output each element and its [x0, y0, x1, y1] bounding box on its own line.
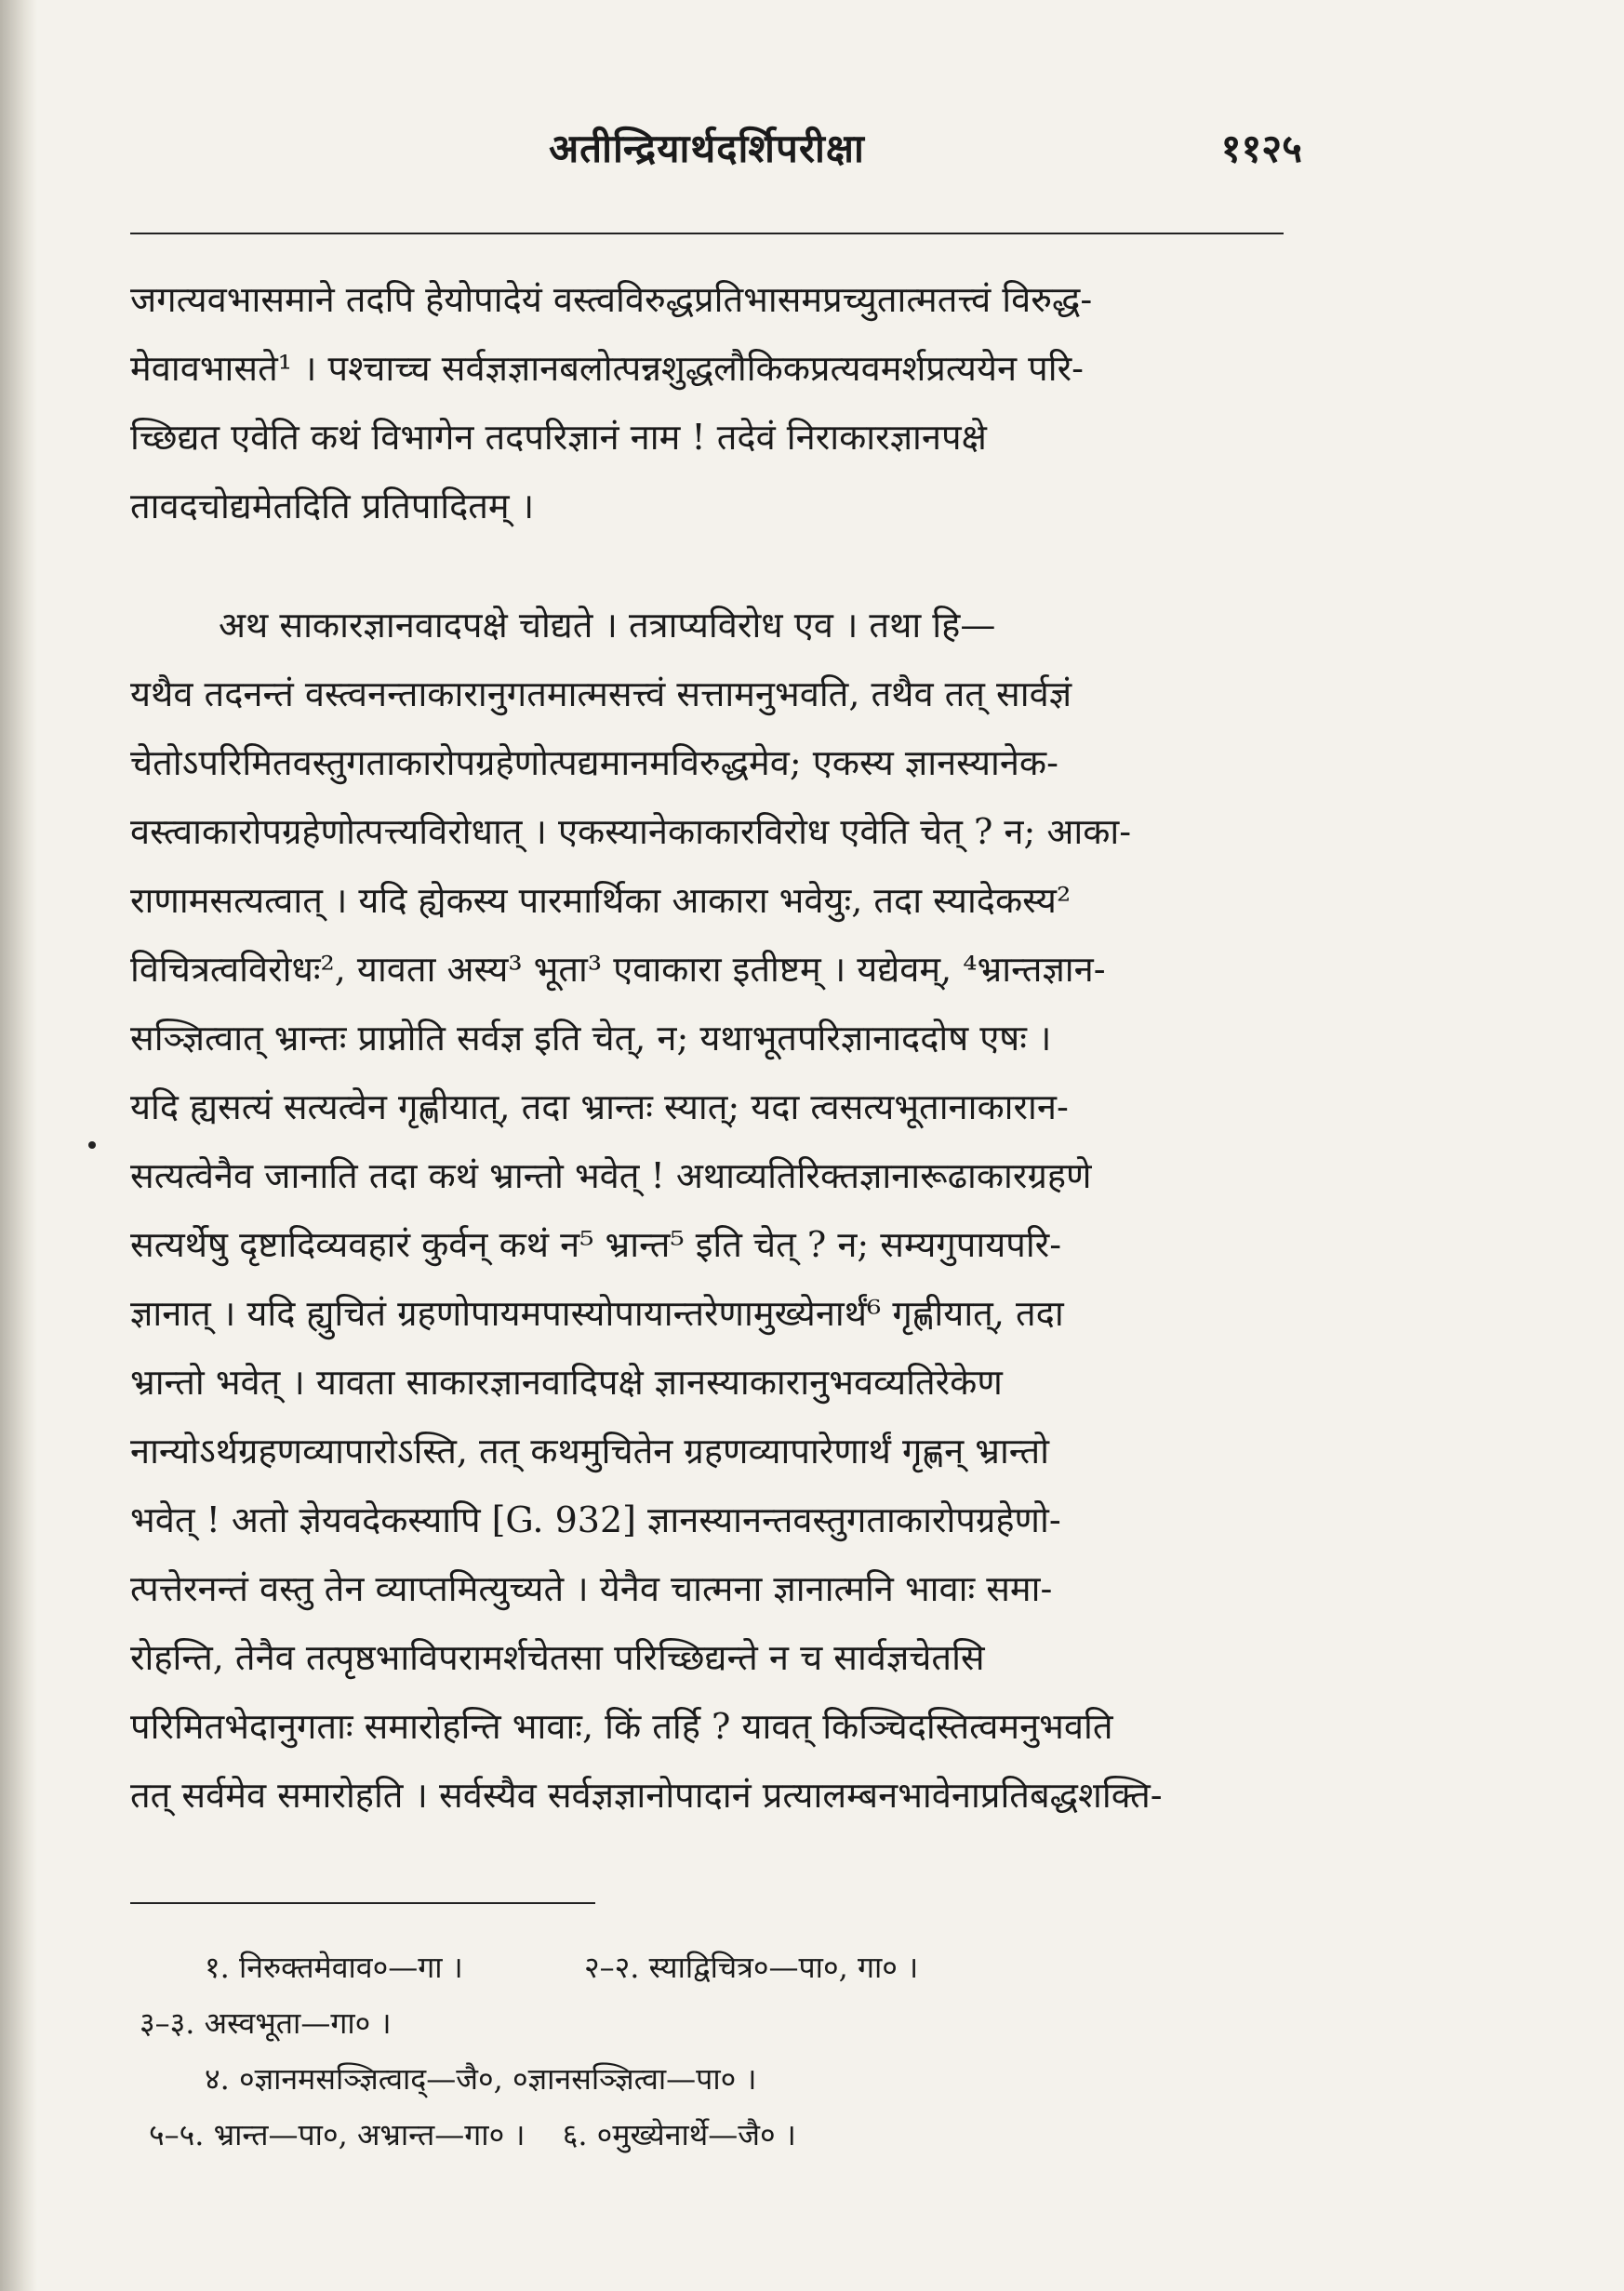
- header-rule: [130, 233, 1284, 234]
- text-line: तत् सर्वमेव समारोहति । सर्वस्यैव सर्वज्ञज्ञानोपादानं प्रत्यालम्बनभावेनाप्रतिबद्धशक्ति-: [130, 1775, 1163, 1816]
- text-line: ज्ञानात् । यदि ह्युचितं ग्रहणोपायमपास्योपायान्तरेणामुख्येनार्थं⁶ गृह्णीयात्, तदा: [130, 1293, 1064, 1334]
- text-line: सत्यर्थेषु दृष्टादिव्यवहारं कुर्वन् कथं न⁵ भ्रान्त⁵ इति चेत् ? न; सम्यगुपायपरि-: [130, 1224, 1062, 1265]
- footnote-row: [130, 2051, 1288, 2107]
- margin-mark: [88, 1141, 96, 1149]
- page-number: ११२५: [1220, 126, 1302, 171]
- text-line: वस्त्वाकारोपग्रहेणोत्पत्त्यविरोधात् । एकस्यानेकाकारविरोध एवेति चेत् ? न; आका-: [130, 811, 1132, 852]
- footnote-3: ३–३. अस्वभूता—गा० ।: [140, 2005, 392, 2041]
- running-title: अतीन्द्रियार्थदर्शिपरीक्षा: [549, 126, 865, 171]
- footnote-6: ६. ०मुख्येनार्थे—जै० ।: [562, 2117, 796, 2152]
- page-header: [130, 121, 1302, 186]
- text-line: च्छिद्यत एवेति कथं विभागेन तदपरिज्ञानं नाम ! तदेवं निराकारज्ञानपक्षे: [130, 417, 987, 458]
- footnote-5: ५–५. भ्रान्त—पा०, अभ्रान्त—गा० ।: [149, 2117, 526, 2152]
- text-line: चेतोऽपरिमितवस्तुगताकारोपग्रहेणोत्पद्यमानमविरुद्धमेव; एकस्य ज्ञानस्यानेक-: [130, 742, 1058, 783]
- text-line: सञ्ज्ञित्वात् भ्रान्तः प्राप्नोति सर्वज्ञ इति चेत्, न; यथाभूतपरिज्ञानाददोष एषः ।: [130, 1018, 1052, 1059]
- text-line: परिमितभेदानुगताः समारोहन्ति भावाः, किं तर्हि ? यावत् किञ्चिदस्तित्वमनुभवति: [130, 1706, 1113, 1747]
- footnote-row: [130, 1939, 1288, 1995]
- body-text: [130, 265, 1288, 1830]
- text-line: यदि ह्यसत्यं सत्यत्वेन गृह्णीयात्, तदा भ्रान्तः स्यात्; यदा त्वसत्यभूतानाकारान-: [130, 1086, 1069, 1127]
- text-line: नान्योऽर्थग्रहणव्यापारोऽस्ति, तत् कथमुचितेन ग्रहणव्यापारेणार्थं गृह्णन् भ्रान्तो: [130, 1431, 1050, 1472]
- text-line: जगत्यवभासमाने तदपि हेयोपादेयं वस्त्वविरुद्धप्रतिभासमप्रच्युतात्मतत्त्वं विरुद्ध-: [130, 279, 1093, 320]
- paragraph-gap: [130, 540, 1288, 591]
- text-line: रोहन्ति, तेनैव तत्पृष्ठभाविपरामर्शचेतसा परिच्छिद्यन्ते न च सार्वज्ञचेतसि: [130, 1637, 985, 1678]
- footnote-row: [130, 2107, 1288, 2163]
- footnote-row: [130, 1995, 1288, 2051]
- text-line: यथैव तदनन्तं वस्त्वनन्ताकारानुगतमात्मसत्त्वं सत्तामनुभवति, तथैव तत् सार्वज्ञं: [130, 673, 1072, 714]
- text-line: तावदचोद्यमेतदिति प्रतिपादितम् ।: [130, 486, 535, 526]
- text-line: मेवावभासते¹ । पश्चाच्च सर्वज्ञज्ञानबलोत्पन्नशुद्धलौकिकप्रत्यवमर्शप्रत्ययेन परि-: [130, 348, 1084, 389]
- text-line: भ्रान्तो भवेत् । यावता साकारज्ञानवादिपक्षे ज्ञानस्याकारानुभवव्यतिरेकेण: [130, 1362, 1003, 1403]
- scan-gutter-shadow: [0, 0, 37, 2291]
- text-line: अथ साकारज्ञानवादपक्षे चोद्यते । तत्राप्यविरोध एव । तथा हि—: [219, 605, 996, 646]
- text-line: भवेत् ! अतो ज्ञेयवदेकस्यापि [G. 932] ज्ञानस्यानन्तवस्तुगताकारोपग्रहेणो-: [130, 1499, 1061, 1540]
- text-line: राणामसत्यत्वात् । यदि ह्येकस्य पारमार्थिका आकारा भवेयुः, तदा स्यादेकस्य²: [130, 880, 1072, 921]
- text-line: त्पत्तेरनन्तं वस्तु तेन व्याप्तमित्युच्यते । येनैव चात्मना ज्ञानात्मनि भावाः समा-: [130, 1568, 1053, 1609]
- footnotes: [130, 1939, 1288, 2163]
- text-line: विचित्रत्वविरोधः², यावता अस्य³ भूता³ एवाकारा इतीष्टम् । यद्येवम्, ⁴भ्रान्तज्ञान-: [130, 949, 1106, 990]
- footnote-2: २–२. स्याद्विचित्र०—पा०, गा० ।: [583, 1950, 919, 1985]
- footnote-4: ४. ०ज्ञानमसञ्ज्ञित्वाद्—जै०, ०ज्ञानसञ्ज्ञित्वा—पा० ।: [205, 2061, 757, 2097]
- text-line: सत्यत्वेनैव जानाति तदा कथं भ्रान्तो भवेत् ! अथाव्यतिरिक्तज्ञानारूढाकारग्रहणे: [130, 1155, 1092, 1196]
- footnote-rule: [130, 1902, 595, 1904]
- footnote-1: १. निरुक्तमेवाव०—गा ।: [205, 1950, 463, 1985]
